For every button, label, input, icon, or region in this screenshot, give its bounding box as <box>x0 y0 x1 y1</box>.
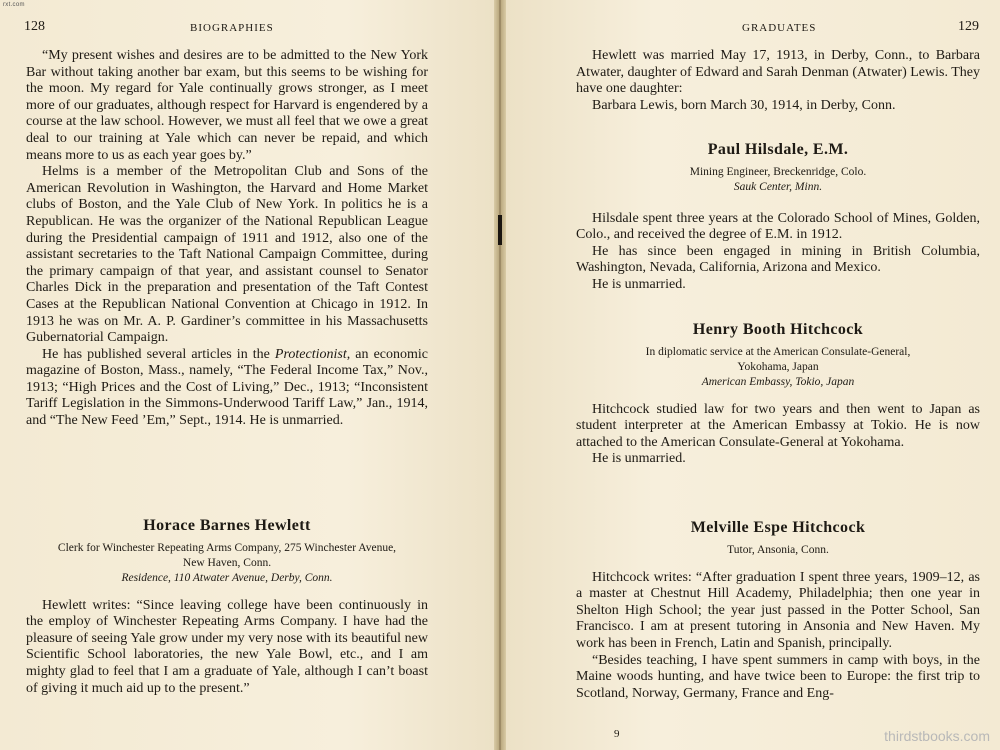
paragraph: He has since been engaged in mining in British Columbia, Washington, Nevada, California, Arizona and Mexico. <box>576 243 980 276</box>
bio-occupation: In diplomatic service at the American Consulate-General, <box>645 345 911 358</box>
left-text-block <box>26 48 428 430</box>
page-number-right: 129 <box>958 19 979 34</box>
hewlett-entry <box>26 518 428 697</box>
paragraph: He is unmarried. <box>592 276 686 292</box>
henry-hitchcock-entry <box>576 322 980 468</box>
bio-name: Melville Espe Hitchcock <box>690 519 866 536</box>
hewlett-continuation <box>576 48 980 114</box>
paragraph: Hewlett was married May 17, 1913, in Derby, Conn., to Barbara Atwater, daughter of Edward and Sarah Denman (Atwater) Lewis. They have one daughter: <box>576 48 980 97</box>
bio-occupation-cont: Yokohama, Japan <box>737 360 819 373</box>
hilsdale-entry <box>576 142 980 294</box>
paragraph: Hitchcock writes: “After graduation I spent three years, 1909–12, as a master at Chestnut Hill Academy, Philadelphia; then one year in Shelton High School; the year just passed in the Potter School, San Francisco. I am at present tutoring in Ansonia and New Haven. My work has been in French, Latin and Spanish, principally. <box>576 569 980 651</box>
paragraph: Hewlett writes: “Since leaving college have been continuously in the employ of Winchester Repeating Arms Company. I have had the pleasure of seeing Yale grow under my very nose with its beautiful new Scientific School laboratories, the new Yale Bowl, etc., and I am mighty glad to feel that I am a graduate of Yale, although I can’t boast of giving it much aid up to the present.” <box>26 597 428 696</box>
bio-occupation: Clerk for Winchester Repeating Arms Company, 275 Winchester Avenue, <box>57 541 397 554</box>
paragraph: “Besides teaching, I have spent summers in camp with boys, in the Maine woods hunting, and have twice been to Europe: the first trip to Scotland, Norway, Germany, France and Eng- <box>576 652 980 701</box>
running-head-left: BIOGRAPHIES <box>190 22 274 34</box>
melville-hitchcock-entry <box>576 520 980 702</box>
bio-name: Horace Barnes Hewlett <box>143 517 311 534</box>
bio-occupation: Mining Engineer, Breckenridge, Colo. <box>689 165 867 178</box>
bio-occupation-cont: New Haven, Conn. <box>182 556 272 569</box>
paragraph: “My present wishes and desires are to be admitted to the New York Bar without taking another bar exam, but this seems to be wishing for the moon. My regard for Yale continually grows stronger, as I meet more of our graduates, although respect for Harvard is engendered by a course at the law school. However, we must all feel that we owe a great deal to our training at Yale which can never be repaid, and which means more to us as each year goes by.” <box>26 48 428 163</box>
magazine-title: Protectionist <box>274 346 347 362</box>
page-number-left: 128 <box>24 19 45 34</box>
book-gutter <box>494 0 506 750</box>
right-page <box>506 0 1000 750</box>
watermark: thirdstbooks.com <box>884 728 990 744</box>
bio-name: Henry Booth Hitchcock <box>692 321 864 338</box>
bio-name: Paul Hilsdale, E.M. <box>707 141 849 158</box>
running-head-right: GRADUATES <box>742 22 817 34</box>
paragraph: Barbara Lewis, born March 30, 1914, in Derby, Conn. <box>592 97 896 113</box>
bio-residence: American Embassy, Tokio, Japan <box>701 375 855 388</box>
left-page <box>0 0 494 750</box>
paragraph: Helms is a member of the Metropolitan Club and Sons of the American Revolution in Washington, the Harvard and Home Market clubs of Boston, and the Yale Club of New York. In politics he is a Republican. He was the organizer of the National Republican League during the Presidential campaign of 1911 and 1912, also one of the assistant secretaries to the Taft National Campaign Committee, during the primary campaign of that year, and assistant counsel to Senator Charles Dick in the preparation and presentation of the Taft Contest Cases at the Republican National Convention at Chicago in 1912. In 1913 he was on Mr. A. P. Gardiner’s committee in his Massachusetts Gubernatorial Campaign. <box>26 164 428 346</box>
paragraph: Hilsdale spent three years at the Colorado School of Mines, Golden, Colo., and received the degree of E.M. in 1912. <box>576 210 980 243</box>
bio-residence: Sauk Center, Minn. <box>733 180 823 193</box>
paragraph: He has published several articles in the Protectionist, an economic magazine of Boston, Mass., namely, “The Federal Income Tax,” Nov., 1913; “High Prices and the Cost of Living,” Dec., 1913; “Inconsistent Tariff Legislation in the Simmons-Underwood Tariff Law,” Jan., 1914, and “The New Feed ’Em,” Sept., 1914. He is unmarried. <box>26 346 428 429</box>
bio-residence: Residence, 110 Atwater Avenue, Derby, Conn. <box>121 571 333 584</box>
bio-occupation: Tutor, Ansonia, Conn. <box>727 543 829 556</box>
paragraph: He is unmarried. <box>592 451 686 467</box>
corner-tag: rxt.com <box>3 2 25 8</box>
signature-mark: 9 <box>614 728 620 740</box>
gutter-mark <box>498 215 502 245</box>
paragraph: Hitchcock studied law for two years and then went to Japan as student interpreter at the American Embassy at Tokio. He is now attached to the American Consulate-General at Yokohama. <box>576 401 980 450</box>
